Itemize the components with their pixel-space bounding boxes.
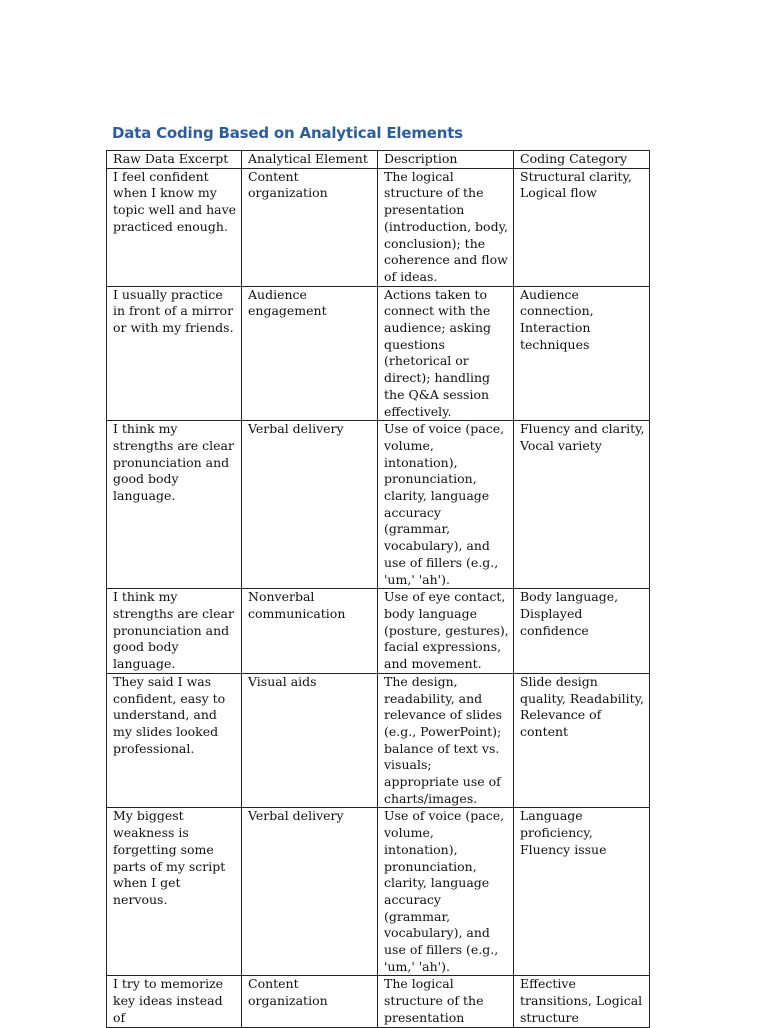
coding-table [106,150,650,1028]
description-cell: The logical structure of the presentation [378,976,514,1027]
excerpt-cell: I try to memorize key ideas instead of [107,976,242,1027]
table-row [107,673,650,808]
excerpt-cell: I think my strengths are clear pronunciation and good body language. [107,589,242,674]
category-cell: Audience connection, Interaction techniques [514,286,650,421]
description-cell: The logical structure of the presentation (introduction, body, conclusion); the coherence and flow of ideas. [378,168,514,286]
excerpt-cell: My biggest weakness is forgetting some parts of my script when I get nervous. [107,808,242,976]
element-cell: Verbal delivery [242,808,378,976]
description-cell: The design, readability, and relevance of slides (e.g., PowerPoint); balance of text vs. visuals; appropriate use of charts/images. [378,673,514,808]
column-header-raw-data-excerpt: Raw Data Excerpt [107,151,242,169]
excerpt-cell: I feel confident when I know my topic well and have practiced enough. [107,168,242,286]
element-cell: Content organization [242,168,378,286]
category-cell: Body language, Displayed confidence [514,589,650,674]
category-cell: Fluency and clarity, Vocal variety [514,421,650,589]
excerpt-cell: They said I was confident, easy to understand, and my slides looked professional. [107,673,242,808]
element-cell: Audience engagement [242,286,378,421]
table-row [107,976,650,1027]
category-cell: Language proficiency, Fluency issue [514,808,650,976]
description-cell: Use of voice (pace, volume, intonation), pronunciation, clarity, language accuracy (grammar, vocabulary), and use of fillers (e.g., 'um,' 'ah'). [378,421,514,589]
table-header-row [107,151,650,169]
element-cell: Nonverbal communication [242,589,378,674]
column-header-coding-category: Coding Category [514,151,650,169]
page-title: Data Coding Based on Analytical Elements [112,124,463,142]
description-cell: Actions taken to connect with the audience; asking questions (rhetorical or direct); handling the Q&A session effectively. [378,286,514,421]
column-header-analytical-element: Analytical Element [242,151,378,169]
description-cell: Use of eye contact, body language (posture, gestures), facial expressions, and movement. [378,589,514,674]
description-cell: Use of voice (pace, volume, intonation), pronunciation, clarity, language accuracy (grammar, vocabulary), and use of fillers (e.g., 'um,' 'ah'). [378,808,514,976]
table-row [107,421,650,589]
column-header-description: Description [378,151,514,169]
excerpt-cell: I usually practice in front of a mirror or with my friends. [107,286,242,421]
category-cell: Structural clarity, Logical flow [514,168,650,286]
excerpt-cell: I think my strengths are clear pronunciation and good body language. [107,421,242,589]
table-row [107,286,650,421]
category-cell: Effective transitions, Logical structure [514,976,650,1027]
element-cell: Verbal delivery [242,421,378,589]
table-row [107,168,650,286]
element-cell: Content organization [242,976,378,1027]
table-row [107,589,650,674]
element-cell: Visual aids [242,673,378,808]
category-cell: Slide design quality, Readability, Relevance of content [514,673,650,808]
table-row [107,808,650,976]
